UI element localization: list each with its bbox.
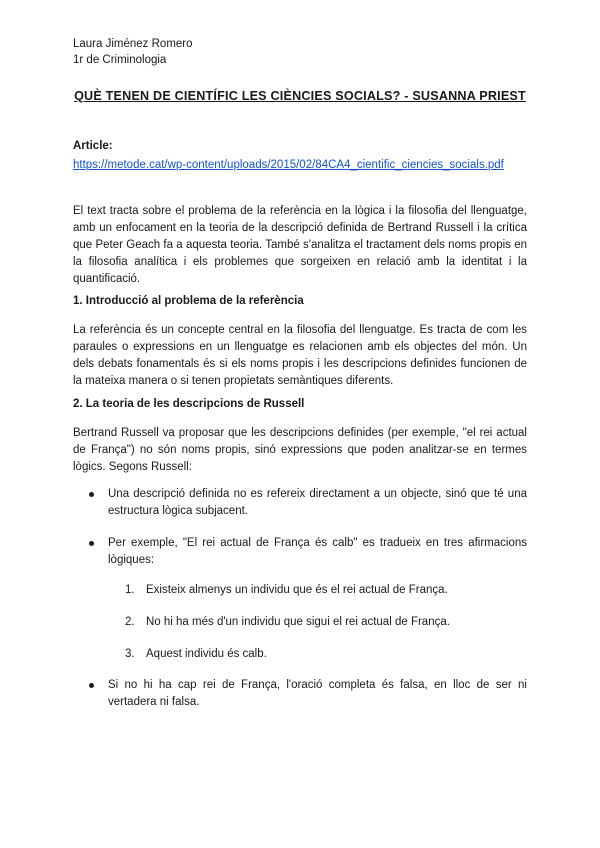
- section2-heading: 2. La teoria de les descripcions de Russell: [73, 398, 305, 410]
- numbered-label: 1.: [125, 584, 135, 596]
- section1-paragraph: La referència és un concepte central en la filosofia del llenguatge. Es tracta de com les paraules o expressions en un llenguatge es relacionen amb els objectes del món. Un dels debats fonamentals és si els noms propis i les descripcions definides funcionen de la mateixa manera o si tenen propietats semàntiques diferents.: [73, 324, 527, 387]
- bullet-text: Si no hi ha cap rei de França, l'oració completa és falsa, en lloc de ser ni vertadera ni falsa.: [108, 679, 527, 708]
- numbered-text: Existeix almenys un individu que és el rei actual de França.: [146, 584, 448, 596]
- intro-paragraph: El text tracta sobre el problema de la referència en la lògica i la filosofia del llenguatge, amb un enfocament en la teoria de la descripció definida de Bertrand Russell i la crítica que Peter Geach fa a aquesta teoria. També s'analitza el tractament dels noms propis en la filosofia analítica i els problemes que sorgeixen en relació amb la identitat i la quantificació.: [73, 205, 527, 285]
- author-name: Laura Jiménez Romero: [73, 38, 193, 50]
- bullet-dot-icon: [89, 541, 94, 546]
- bullet-dot-icon: [89, 492, 94, 497]
- numbered-label: 2.: [125, 616, 135, 628]
- numbered-text: Aquest individu és calb.: [146, 648, 267, 660]
- course-name: 1r de Criminologia: [73, 54, 167, 66]
- bullet-text: Una descripció definida no es refereix directament a un objecte, sinó que té una estructura lògica subjacent.: [108, 488, 527, 517]
- numbered-text: No hi ha més d'un individu que sigui el rei actual de França.: [146, 616, 450, 628]
- document-title: QUÈ TENEN DE CIENTÍFIC LES CIÈNCIES SOCIALS? - SUSANNA PRIEST: [74, 89, 526, 103]
- numbered-label: 3.: [125, 648, 135, 660]
- section2-paragraph: Bertrand Russell va proposar que les descripcions definides (per exemple, "el rei actual de França") no són noms propis, sinó expressions que poden analitzar-se en termes lògics. Segons Russell:: [73, 427, 527, 473]
- article-link[interactable]: https://metode.cat/wp-content/uploads/2015/02/84CA4_cientific_ciencies_socials.pdf: [73, 159, 504, 171]
- section1-heading: 1. Introducció al problema de la referència: [73, 295, 304, 307]
- author-block: [73, 36, 193, 68]
- article-label: Article:: [73, 140, 113, 152]
- bullet-dot-icon: [89, 683, 94, 688]
- bullet-text: Per exemple, "El rei actual de França és calb" es tradueix en tres afirmacions lògiques:: [108, 537, 527, 566]
